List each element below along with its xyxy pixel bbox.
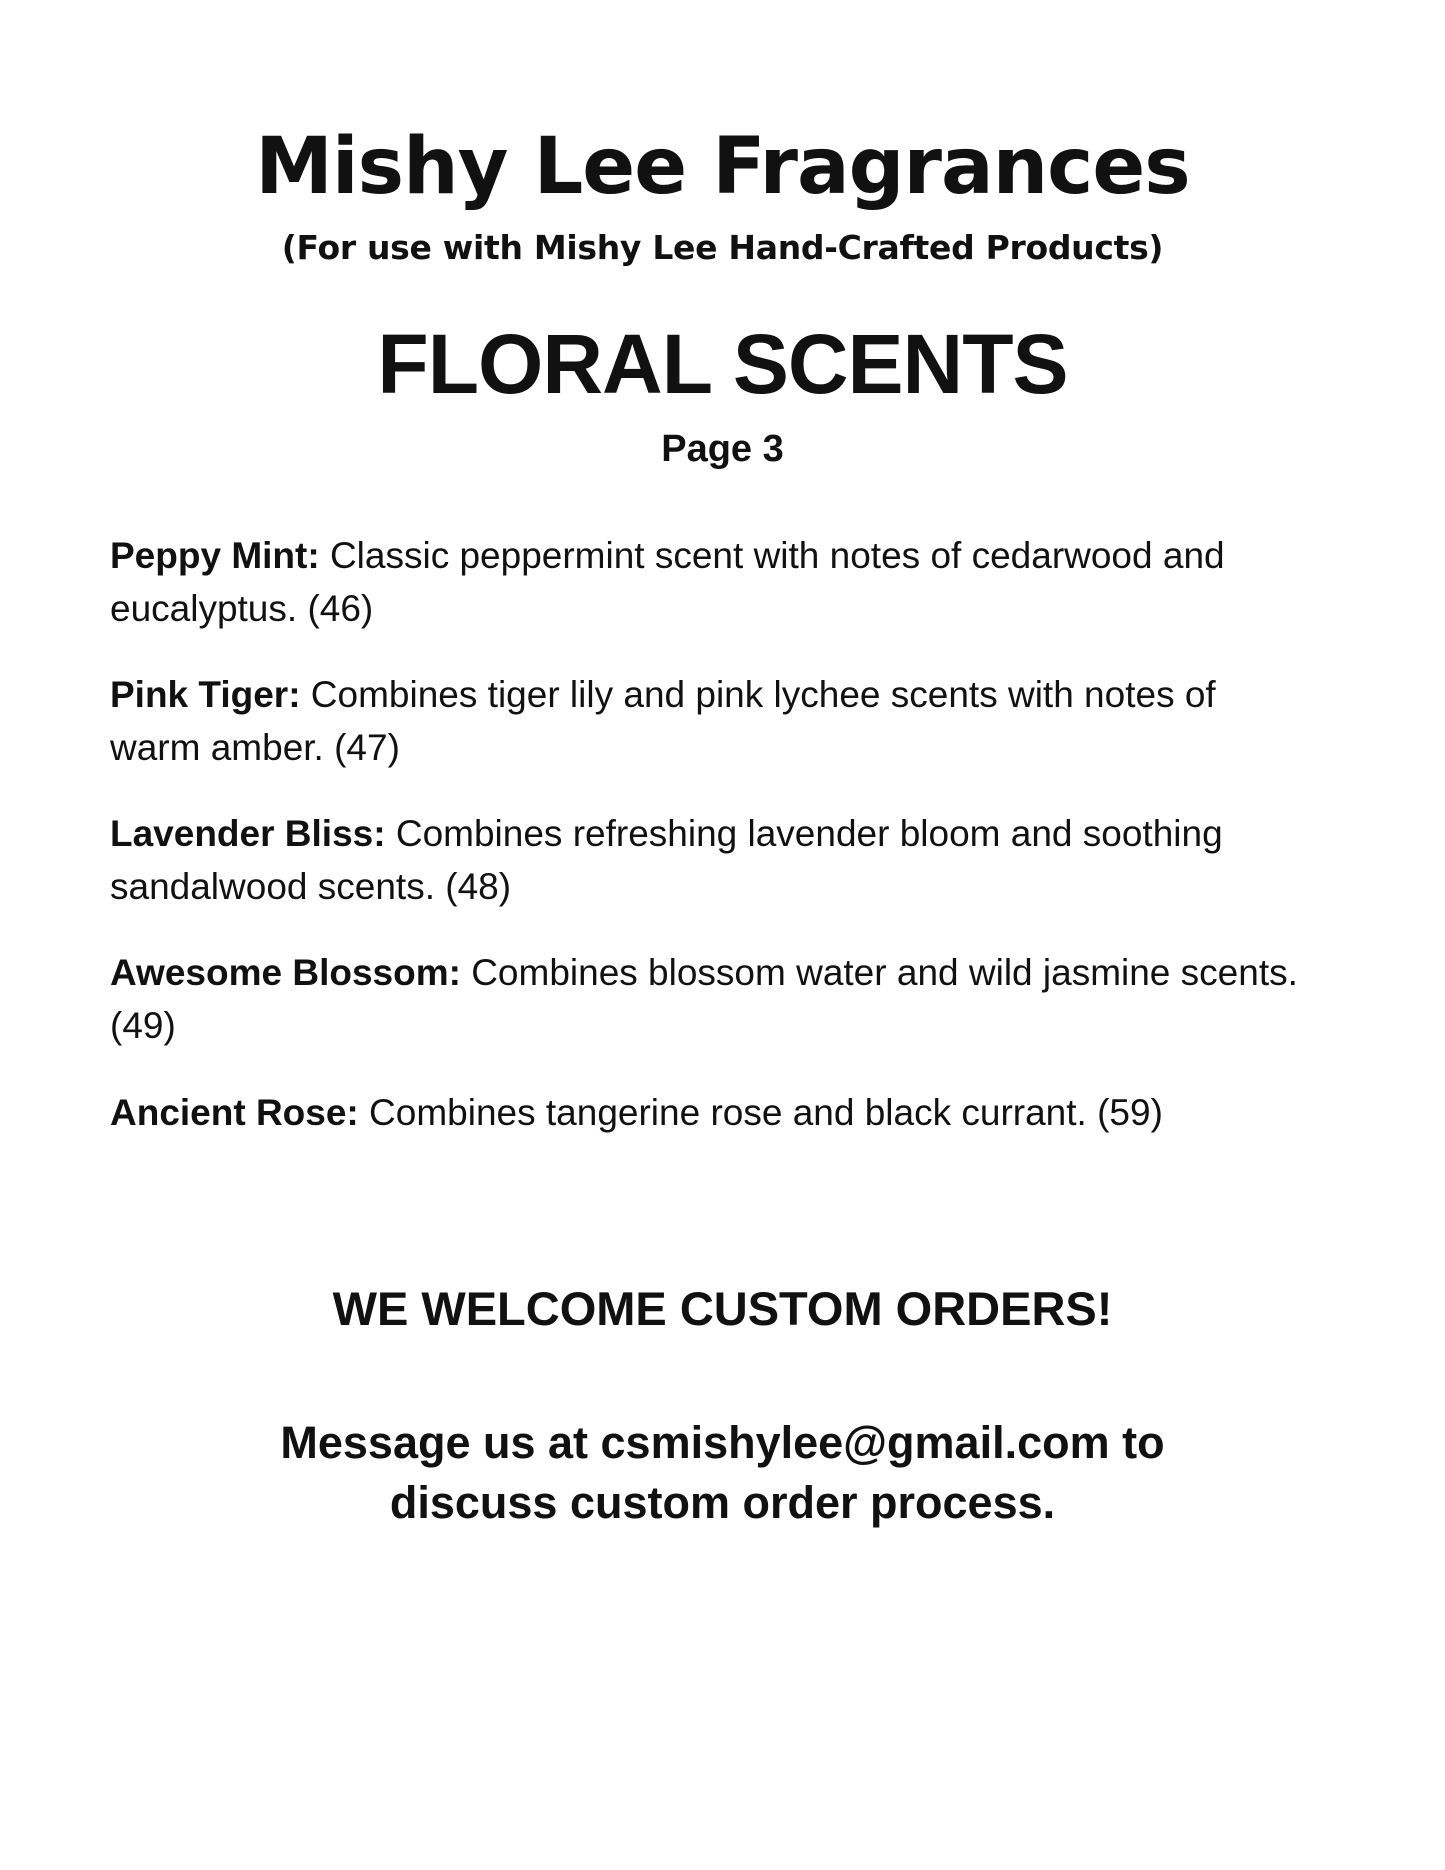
list-item: [110, 947, 1300, 1052]
scent-description: Classic peppermint scent with notes of cedarwood and eucalyptus. (46): [110, 535, 1225, 629]
list-item: [110, 530, 1300, 635]
scent-name: Pink Tiger:: [110, 674, 301, 716]
scent-name: Peppy Mint:: [110, 535, 320, 577]
contact-message: Message us at csmishylee@gmail.com to discuss custom order process.: [280, 1416, 1165, 1528]
list-item: [110, 808, 1300, 913]
brand-title: Mishy Lee Fragrances: [255, 122, 1190, 212]
custom-orders-heading: WE WELCOME CUSTOM ORDERS!: [332, 1282, 1113, 1336]
section-title: FLORAL SCENTS: [377, 317, 1068, 412]
scent-description: Combines tangerine rose and black currant. (59): [358, 1091, 1163, 1133]
page-number: Page 3: [661, 428, 784, 471]
scent-description: Combines refreshing lavender bloom and soothing sandalwood scents. (48): [110, 813, 1223, 907]
scent-list: [110, 468, 1335, 1139]
scent-description: Combines tiger lily and pink lychee scents with notes of warm amber. (47): [110, 674, 1216, 768]
scent-name: Ancient Rose:: [110, 1091, 359, 1133]
scent-name: Lavender Bliss:: [110, 813, 386, 855]
scent-name: Awesome Blossom:: [110, 952, 461, 994]
scent-description: Combines blossom water and wild jasmine scents. (49): [110, 952, 1298, 1047]
brand-subtitle: (For use with Mishy Lee Hand-Crafted Products): [281, 228, 1164, 267]
list-item: [110, 1087, 1300, 1140]
list-item: [110, 669, 1300, 774]
